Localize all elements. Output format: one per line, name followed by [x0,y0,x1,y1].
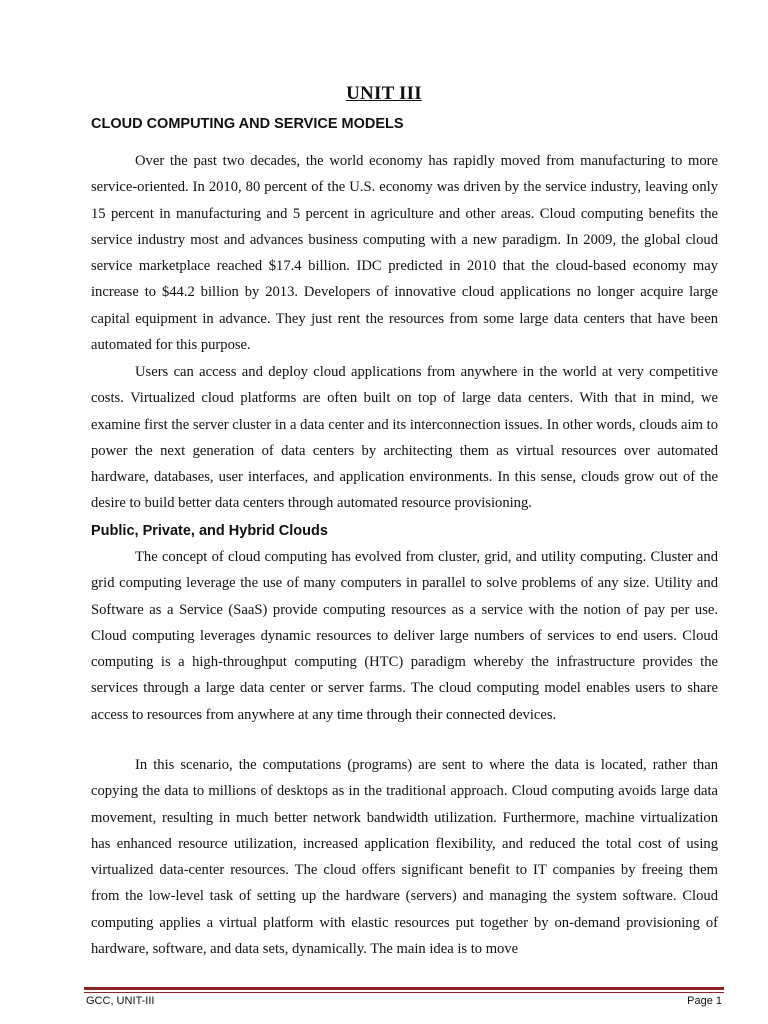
footer-rule-thin [84,992,724,993]
sub-heading: Public, Private, and Hybrid Clouds [91,523,328,539]
footer-left-text: GCC, UNIT-III [86,995,155,1007]
paragraph-2: Users can access and deploy cloud applications from anywhere in the world at very competitive costs. Virtualized cloud platforms are often built on top of large data centers. With that in mind, we examine first the server cluster in a data center and its interconnection issues. In other words, clouds aim to power the next generation of data centers by architecting them as virtual resources over automated hardware, databases, user interfaces, and application environments. In this sense, clouds grow out of the desire to build better data centers through automated resource provisioning. [91,364,718,512]
page-number: Page 1 [687,995,722,1007]
paragraph-1: Over the past two decades, the world economy has rapidly moved from manufacturing to more service-oriented. In 2010, 80 percent of the U.S. economy was driven by the service industry, leaving only 15 percent in manufacturing and 5 percent in agriculture and other areas. Cloud computing benefits the service industry most and advances business computing with a new paradigm. In 2009, the global cloud service marketplace reached $17.4 billion. IDC predicted in 2010 that the cloud-based economy may increase to $44.2 billion by 2013. Developers of innovative cloud applications no longer acquire large capital equipment in advance. They just rent the resources from some large data centers that have been automated for this purpose. [91,153,718,354]
footer-rule [84,987,724,990]
paragraph-3: The concept of cloud computing has evolved from cluster, grid, and utility computing. Cluster and grid computing leverage the use of many computers in parallel to solve problems of any size. Utility and Software as a Service (SaaS) provide computing resources as a service with the notion of pay per use. Cloud computing leverages dynamic resources to deliver large numbers of services to end users. Cloud computing is a high-throughput computing (HTC) paradigm whereby the infrastructure provides the services through a large data center or server farms. The cloud computing model enables users to share access to resources from anywhere at any time through their connected devices. [91,549,718,723]
paragraph-4: In this scenario, the computations (programs) are sent to where the data is located, rather than copying the data to millions of desktops as in the traditional approach. Cloud computing avoids large data movement, resulting in much better network bandwidth utilization. Furthermore, machine virtualization has enhanced resource utilization, increased application flexibility, and reduced the total cost of using virtualized data-center resources. The cloud offers significant benefit to IT companies by freeing them from the low-level task of setting up the hardware (servers) and managing the system software. Cloud computing applies a virtual platform with elastic resources put together by on-demand provisioning of hardware, software, and data sets, dynamically. The main idea is to move [91,757,718,958]
main-heading: CLOUD COMPUTING AND SERVICE MODELS [91,116,404,132]
unit-title: UNIT III [346,83,422,104]
